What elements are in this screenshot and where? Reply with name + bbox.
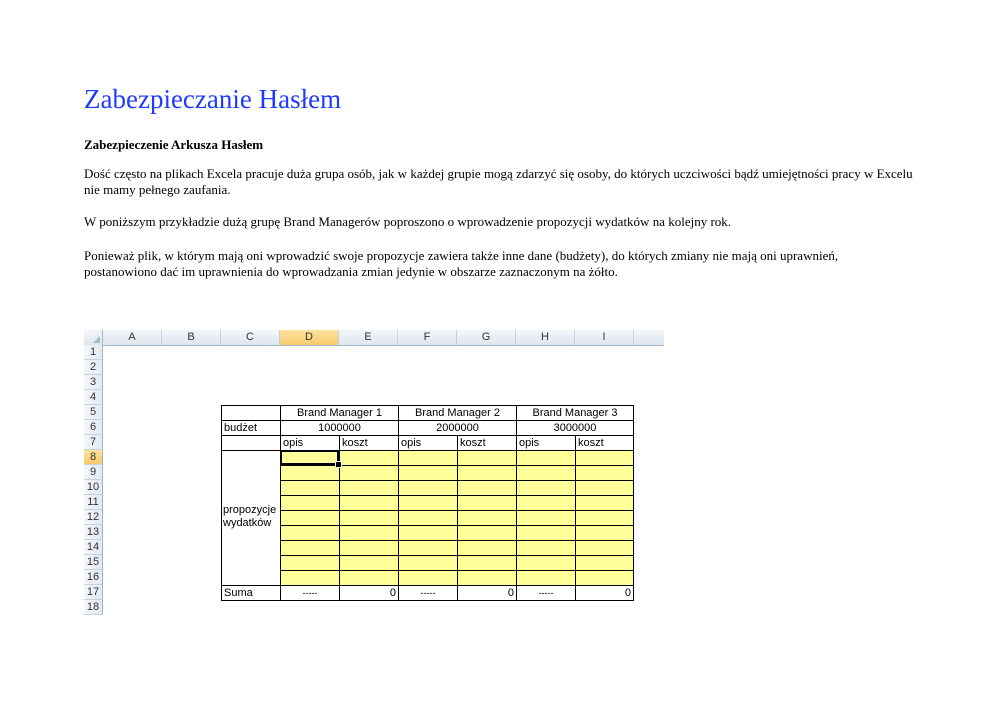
input-cell-g12[interactable] <box>457 510 516 525</box>
column-header-e[interactable]: E <box>339 330 398 345</box>
subheader-koszt-1[interactable]: koszt <box>339 435 398 450</box>
input-cell-d8[interactable] <box>280 450 339 465</box>
column-header-a[interactable]: A <box>103 330 162 345</box>
select-all-corner[interactable] <box>84 330 103 345</box>
sum-koszt-1[interactable]: 0 <box>339 585 398 601</box>
subheader-opis-3[interactable]: opis <box>516 435 575 450</box>
input-cell-f15[interactable] <box>398 555 457 570</box>
budget-value-3[interactable]: 3000000 <box>516 420 634 435</box>
input-cell-i11[interactable] <box>575 495 634 510</box>
input-cell-d16[interactable] <box>280 570 339 585</box>
column-header-b[interactable]: B <box>162 330 221 345</box>
section-heading: Zabezpieczenie Arkusza Hasłem <box>84 137 264 152</box>
row-header-11[interactable]: 11 <box>84 495 103 510</box>
proposals-label-line2: wydatków <box>223 517 272 529</box>
input-cell-h8[interactable] <box>516 450 575 465</box>
input-cell-e8[interactable] <box>339 450 398 465</box>
input-cell-h9[interactable] <box>516 465 575 480</box>
brand-manager-header-1[interactable]: Brand Manager 1 <box>280 405 398 420</box>
budget-value-2[interactable]: 2000000 <box>398 420 516 435</box>
input-cell-g14[interactable] <box>457 540 516 555</box>
sum-label[interactable]: Suma <box>221 585 280 601</box>
row-header-1[interactable]: 1 <box>84 345 103 360</box>
input-cell-h13[interactable] <box>516 525 575 540</box>
subheader-opis-2[interactable]: opis <box>398 435 457 450</box>
input-cell-f11[interactable] <box>398 495 457 510</box>
row-header-4[interactable]: 4 <box>84 390 103 405</box>
row-header-10[interactable]: 10 <box>84 480 103 495</box>
fill-handle[interactable] <box>335 461 342 468</box>
row-header-9[interactable]: 9 <box>84 465 103 480</box>
input-cell-i12[interactable] <box>575 510 634 525</box>
input-cell-e14[interactable] <box>339 540 398 555</box>
column-header-d[interactable]: D <box>280 330 339 345</box>
row-header-16[interactable]: 16 <box>84 570 103 585</box>
input-cell-i15[interactable] <box>575 555 634 570</box>
input-cell-e10[interactable] <box>339 480 398 495</box>
column-header-c[interactable]: C <box>221 330 280 345</box>
input-cell-f16[interactable] <box>398 570 457 585</box>
input-cell-i10[interactable] <box>575 480 634 495</box>
input-cell-e16[interactable] <box>339 570 398 585</box>
column-header-i[interactable]: I <box>575 330 634 345</box>
input-cell-f14[interactable] <box>398 540 457 555</box>
row-header-8[interactable]: 8 <box>84 450 103 465</box>
budget-value-1[interactable]: 1000000 <box>280 420 398 435</box>
input-cell-e9[interactable] <box>339 465 398 480</box>
row-header-17[interactable]: 17 <box>84 585 103 600</box>
input-cell-d15[interactable] <box>280 555 339 570</box>
input-cell-f10[interactable] <box>398 480 457 495</box>
input-cell-e11[interactable] <box>339 495 398 510</box>
sum-koszt-2[interactable]: 0 <box>457 585 516 601</box>
input-cell-h12[interactable] <box>516 510 575 525</box>
input-cell-f12[interactable] <box>398 510 457 525</box>
input-cell-h15[interactable] <box>516 555 575 570</box>
input-cell-i16[interactable] <box>575 570 634 585</box>
input-cell-d9[interactable] <box>280 465 339 480</box>
subheader-koszt-3[interactable]: koszt <box>575 435 634 450</box>
row-header-13[interactable]: 13 <box>84 525 103 540</box>
input-cell-i14[interactable] <box>575 540 634 555</box>
column-header-h[interactable]: H <box>516 330 575 345</box>
paragraph-2: W poniższym przykładzie dużą grupę Brand Managerów poproszono o wprowadzenie propozycji wydatków na kolejny rok. <box>84 214 732 229</box>
input-cell-g8[interactable] <box>457 450 516 465</box>
paragraph-1: Dość często na plikach Excela pracuje duża grupa osób, jak w każdej grupie mogą zdarzyć się osoby, do których uczciwości bądź umiejętności pracy w Excelu nie mamy pełnego zaufania. <box>84 166 913 197</box>
input-cell-f13[interactable] <box>398 525 457 540</box>
spreadsheet-screenshot <box>84 330 664 616</box>
brand-manager-header-3[interactable]: Brand Manager 3 <box>516 405 634 420</box>
input-cell-h10[interactable] <box>516 480 575 495</box>
input-cell-g9[interactable] <box>457 465 516 480</box>
brand-manager-header-2[interactable]: Brand Manager 2 <box>398 405 516 420</box>
input-cell-g10[interactable] <box>457 480 516 495</box>
column-header-g[interactable]: G <box>457 330 516 345</box>
input-cell-d12[interactable] <box>280 510 339 525</box>
input-cell-h14[interactable] <box>516 540 575 555</box>
input-cell-g11[interactable] <box>457 495 516 510</box>
cell-c7[interactable] <box>221 435 280 450</box>
input-cell-i9[interactable] <box>575 465 634 480</box>
input-cell-g15[interactable] <box>457 555 516 570</box>
input-cell-d14[interactable] <box>280 540 339 555</box>
input-cell-e15[interactable] <box>339 555 398 570</box>
sum-opis-1[interactable]: ----- <box>280 585 339 601</box>
sum-opis-2[interactable]: ----- <box>398 585 457 601</box>
row-header-12[interactable]: 12 <box>84 510 103 525</box>
subheader-opis-1[interactable]: opis <box>280 435 339 450</box>
document-title: Zabezpieczanie Hasłem <box>84 84 342 114</box>
row-header-6[interactable]: 6 <box>84 420 103 435</box>
input-cell-g16[interactable] <box>457 570 516 585</box>
proposals-label-line1: propozycje <box>223 504 277 516</box>
input-cell-e12[interactable] <box>339 510 398 525</box>
sum-opis-3[interactable]: ----- <box>516 585 575 601</box>
input-cell-i13[interactable] <box>575 525 634 540</box>
row-header-3[interactable]: 3 <box>84 375 103 390</box>
row-header-18[interactable]: 18 <box>84 600 103 615</box>
sum-koszt-3[interactable]: 0 <box>575 585 634 601</box>
select-all-icon <box>93 336 100 343</box>
input-cell-h16[interactable] <box>516 570 575 585</box>
input-cell-f9[interactable] <box>398 465 457 480</box>
subheader-koszt-2[interactable]: koszt <box>457 435 516 450</box>
row-header-5[interactable]: 5 <box>84 405 103 420</box>
budget-label[interactable]: budżet <box>221 420 280 435</box>
input-cell-e13[interactable] <box>339 525 398 540</box>
row-header-14[interactable]: 14 <box>84 540 103 555</box>
row-header-2[interactable]: 2 <box>84 360 103 375</box>
column-header-f[interactable]: F <box>398 330 457 345</box>
cell-c5[interactable] <box>221 405 280 420</box>
row-header-7[interactable]: 7 <box>84 435 103 450</box>
paragraph-3: Ponieważ plik, w którym mają oni wprowadzić swoje propozycje zawiera także inne dane (budżety), do których zmiany nie mają oni uprawnień, postanowiono dać im uprawnienia do wprowadzania zmian jedynie w obszarze zaznaczonym na żółto. <box>84 248 839 279</box>
input-cell-h11[interactable] <box>516 495 575 510</box>
input-cell-f8[interactable] <box>398 450 457 465</box>
input-cell-d13[interactable] <box>280 525 339 540</box>
input-cell-g13[interactable] <box>457 525 516 540</box>
row-header-15[interactable]: 15 <box>84 555 103 570</box>
input-cell-d10[interactable] <box>280 480 339 495</box>
input-cell-i8[interactable] <box>575 450 634 465</box>
input-cell-d11[interactable] <box>280 495 339 510</box>
